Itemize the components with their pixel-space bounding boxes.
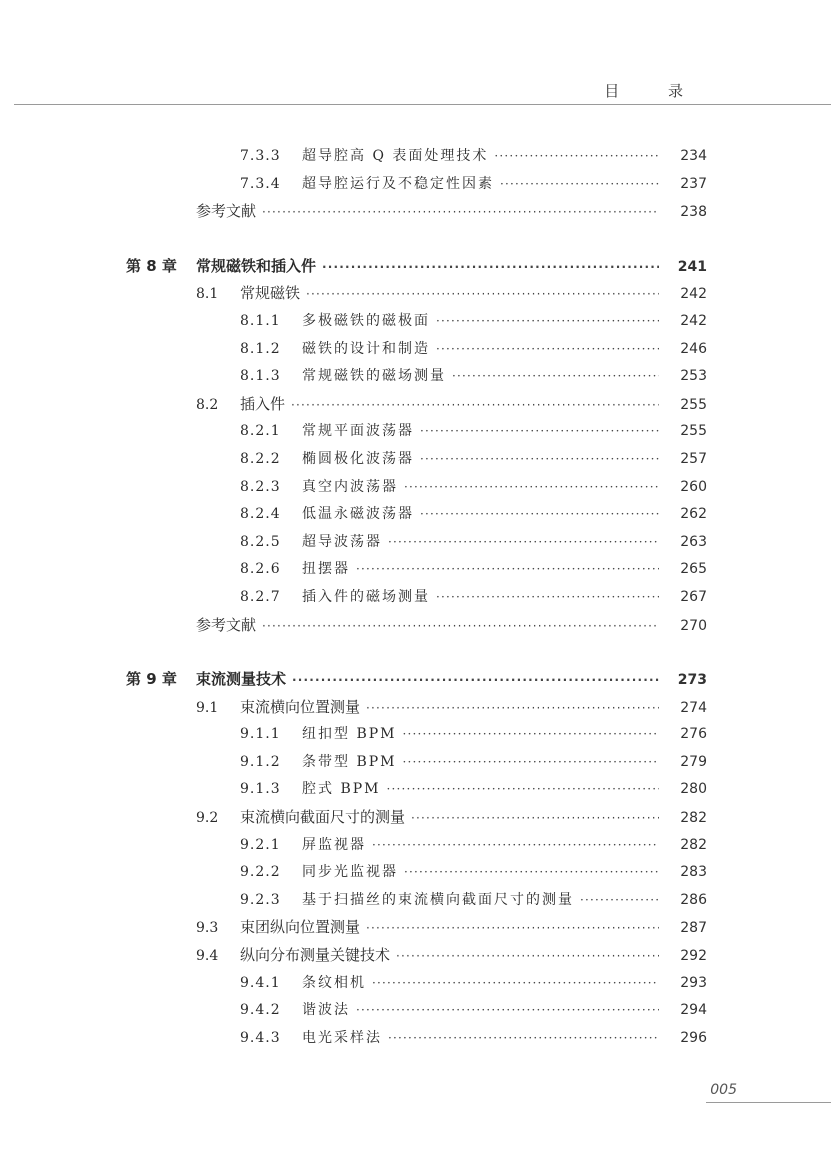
dot-leader	[372, 832, 659, 860]
dot-leader	[403, 721, 660, 749]
toc-entry[interactable]	[0, 804, 707, 832]
toc-entry[interactable]	[0, 529, 707, 557]
toc-entry-page: 255	[680, 423, 707, 440]
toc-entry[interactable]	[0, 308, 707, 336]
toc-entry-page: 283	[680, 864, 707, 881]
dot-leader	[388, 1025, 659, 1053]
toc-entry-label	[240, 336, 430, 364]
toc-entry-label	[240, 363, 446, 391]
toc-entry-label	[240, 556, 350, 584]
toc-entry-title: 纽扣型 BPM	[302, 726, 397, 743]
toc-entry-page: 282	[680, 836, 707, 853]
toc-entry[interactable]	[0, 694, 707, 722]
toc-entry-page: 286	[680, 891, 707, 908]
toc-entry-label	[196, 198, 256, 226]
toc-entry[interactable]	[0, 859, 707, 887]
toc-entry-number: 8.2	[196, 396, 219, 413]
toc-entry-title: 条带型 BPM	[302, 753, 397, 770]
toc-entry[interactable]	[0, 1025, 707, 1053]
toc-entry-number: 8.1.3	[240, 368, 281, 385]
toc-entry-title: 超导波荡器	[302, 533, 382, 550]
toc-entry-page: 279	[680, 753, 707, 770]
dot-leader	[366, 695, 659, 723]
toc-entry-number: 8.2.3	[240, 478, 281, 495]
toc-entry-title: 磁铁的设计和制造	[302, 340, 430, 357]
toc-entry-label	[240, 970, 366, 998]
dot-leader	[396, 943, 659, 971]
footer-rule	[706, 1102, 831, 1103]
toc-entry-title: 束流横向位置测量	[240, 697, 361, 716]
dot-leader	[420, 501, 659, 529]
toc-entry-page: 255	[680, 396, 707, 413]
dot-leader	[436, 584, 659, 612]
toc-entry-number: 9.1.3	[240, 781, 281, 798]
toc-entry[interactable]	[0, 363, 707, 391]
header-rule	[14, 104, 831, 105]
toc-entry[interactable]	[0, 914, 707, 942]
toc-entry-number: 8.2.6	[240, 561, 281, 578]
toc-entry-page: 267	[680, 588, 707, 605]
toc-entry-label	[240, 171, 494, 199]
toc-entry-label	[240, 446, 414, 474]
toc-entry-title: 纵向分布测量关键技术	[240, 946, 391, 965]
dot-leader	[366, 915, 659, 943]
toc-entry-title: 束团纵向位置测量	[240, 918, 361, 937]
toc-entry-label	[196, 694, 360, 723]
toc-entry-title: 插入件	[240, 394, 286, 413]
toc-entry-label	[240, 887, 574, 915]
toc-entry-label	[240, 859, 398, 887]
toc-entry[interactable]	[0, 253, 707, 281]
toc-entry-label	[126, 253, 316, 281]
toc-entry-number: 8.1.1	[240, 312, 281, 329]
toc-entry-label	[196, 612, 256, 640]
toc-entry[interactable]	[0, 887, 707, 915]
toc-entry-title: 多极磁铁的磁极面	[302, 312, 430, 329]
dot-leader	[411, 805, 659, 833]
toc-entry-label	[240, 997, 350, 1025]
toc-entry-title: 电光采样法	[302, 1029, 382, 1046]
toc-entry-label	[240, 584, 430, 612]
toc-entry[interactable]	[0, 280, 707, 308]
toc-entry-label	[196, 391, 285, 420]
toc-entry-page: 253	[680, 368, 707, 385]
dot-leader	[404, 859, 659, 887]
dot-leader	[500, 171, 659, 199]
toc-entry-title: 常规平面波荡器	[302, 423, 414, 440]
toc-entry-number: 8.2.4	[240, 506, 281, 523]
toc-entry-page: 242	[680, 286, 707, 303]
toc-entry[interactable]	[0, 446, 707, 474]
dot-leader	[262, 199, 659, 227]
toc-entry-title: 真空内波荡器	[302, 478, 398, 495]
toc-entry-number: 9.4	[196, 948, 219, 965]
toc-entry-number: 9.4.3	[240, 1029, 281, 1046]
toc-entry-number: 9.3	[196, 920, 219, 937]
toc-entry-label	[196, 804, 405, 833]
toc-entry-page: 262	[680, 506, 707, 523]
toc-entry-title: 谐波法	[302, 1002, 350, 1019]
dot-leader	[291, 392, 659, 420]
toc-entry-page: 237	[680, 175, 707, 192]
dot-leader	[322, 254, 659, 282]
toc-entry[interactable]	[0, 391, 707, 419]
toc-entry-title: 条纹相机	[302, 974, 366, 991]
toc-entry-page: 260	[680, 478, 707, 495]
toc-entry-number: 9.2.3	[240, 891, 281, 908]
toc-entry-page: 294	[680, 1002, 707, 1019]
toc-entry-page: 280	[680, 781, 707, 798]
toc-entry-label	[240, 832, 366, 860]
toc-entry[interactable]	[0, 584, 707, 612]
toc-entry-label	[240, 418, 414, 446]
dot-leader	[387, 776, 660, 804]
running-header-title: 目 录	[604, 82, 705, 100]
toc-entry-page: 263	[680, 533, 707, 550]
toc-entry-number: 9.2.2	[240, 864, 281, 881]
dot-leader	[420, 446, 659, 474]
dot-leader	[356, 997, 659, 1025]
dot-leader	[388, 529, 659, 557]
toc-entry-number: 9.1.2	[240, 753, 281, 770]
toc-entry-number: 8.1	[196, 286, 219, 303]
dot-leader	[262, 613, 659, 641]
toc-entry-page: 287	[680, 920, 707, 937]
toc-entry-title: 扭摆器	[302, 561, 350, 578]
toc-entry[interactable]	[0, 501, 707, 529]
toc-entry-label	[240, 776, 381, 804]
toc-entry-title: 参考文献	[196, 615, 257, 634]
toc-entry-number: 9.2	[196, 810, 219, 827]
toc-entry-number: 9.1.1	[240, 726, 281, 743]
toc-entry-number: 8.1.2	[240, 340, 281, 357]
toc-entry-label	[240, 501, 414, 529]
toc-entry[interactable]	[0, 336, 707, 364]
toc-entry[interactable]	[0, 418, 707, 446]
toc-list	[0, 143, 707, 1052]
toc-entry-label	[126, 666, 286, 694]
page-number: 005	[710, 1082, 737, 1098]
toc-entry-label	[240, 529, 382, 557]
toc-entry-number: 8.2.7	[240, 588, 281, 605]
toc-entry[interactable]	[0, 721, 707, 749]
dot-leader	[494, 143, 659, 171]
toc-entry-label	[240, 1025, 382, 1053]
toc-entry[interactable]	[0, 474, 707, 502]
toc-entry-number: 9.1	[196, 699, 219, 716]
toc-entry-number: 9.4.1	[240, 974, 281, 991]
toc-entry[interactable]	[0, 749, 707, 777]
toc-entry-title: 常规磁铁的磁场测量	[302, 368, 446, 385]
dot-leader	[452, 363, 659, 391]
toc-entry[interactable]	[0, 666, 707, 694]
toc-entry-title: 腔式 BPM	[302, 781, 381, 798]
toc-entry-number: 8.2.2	[240, 450, 281, 467]
toc-entry-title: 超导腔运行及不稳定性因素	[302, 175, 494, 192]
toc-entry[interactable]	[0, 556, 707, 584]
dot-leader	[580, 887, 659, 915]
toc-entry-label	[240, 749, 397, 777]
toc-entry-number: 9.4.2	[240, 1002, 281, 1019]
toc-entry-number: 9.2.1	[240, 836, 281, 853]
toc-entry[interactable]	[0, 970, 707, 998]
toc-entry-page: 242	[680, 312, 707, 329]
toc-entry-number: 第 9 章	[126, 670, 177, 689]
toc-entry-title: 椭圆极化波荡器	[302, 450, 414, 467]
toc-entry-label	[196, 942, 390, 971]
toc-entry-number: 8.2.5	[240, 533, 281, 550]
dot-leader	[292, 667, 659, 695]
toc-entry-label	[196, 914, 360, 943]
toc-entry-number: 第 8 章	[126, 256, 177, 275]
toc-entry-title: 插入件的磁场测量	[302, 588, 430, 605]
dot-leader	[404, 474, 659, 502]
toc-entry-title: 束流测量技术	[196, 670, 287, 689]
toc-entry-title: 同步光监视器	[302, 864, 398, 881]
toc-entry-number: 7.3.4	[240, 175, 281, 192]
toc-entry-page: 234	[680, 148, 707, 164]
toc-entry-page: 296	[680, 1029, 707, 1046]
toc-entry-page: 293	[680, 974, 707, 991]
dot-leader	[372, 970, 659, 998]
toc-entry-label	[240, 721, 397, 749]
toc-entry-label	[196, 280, 300, 309]
dot-leader	[356, 556, 659, 584]
dot-leader	[403, 749, 660, 777]
toc-entry-label	[240, 143, 488, 171]
toc-entry-label	[240, 308, 430, 336]
toc-entry-title: 基于扫描丝的束流横向截面尺寸的测量	[302, 891, 574, 908]
toc-entry[interactable]	[0, 198, 707, 226]
toc-entry[interactable]	[0, 832, 707, 860]
toc-entry[interactable]	[0, 171, 707, 199]
toc-entry-title: 低温永磁波荡器	[302, 506, 414, 523]
toc-entry-title: 屏监视器	[302, 836, 366, 853]
toc-entry-label	[240, 474, 398, 502]
toc-entry[interactable]	[0, 997, 707, 1025]
toc-entry-page: 276	[680, 726, 707, 743]
toc-entry-page: 270	[680, 617, 707, 634]
toc-entry-title: 超导腔高 Q 表面处理技术	[302, 148, 489, 164]
dot-leader	[436, 308, 659, 336]
toc-entry-page: 292	[680, 948, 707, 965]
toc-entry[interactable]	[0, 942, 707, 970]
toc-entry-page: 246	[680, 340, 707, 357]
toc-entry-number: 8.2.1	[240, 423, 281, 440]
toc-entry-page: 257	[680, 450, 707, 467]
toc-entry-title: 常规磁铁	[240, 284, 301, 303]
toc-entry[interactable]	[0, 143, 707, 171]
toc-entry-title: 参考文献	[196, 202, 257, 221]
toc-entry-title: 束流横向截面尺寸的测量	[240, 808, 406, 827]
toc-entry-page: 274	[680, 699, 707, 716]
dot-leader	[436, 336, 659, 364]
toc-entry[interactable]	[0, 776, 707, 804]
toc-entry-page: 241	[677, 258, 707, 275]
toc-entry-title: 常规磁铁和插入件	[196, 256, 317, 275]
toc-entry-page: 273	[677, 672, 707, 689]
dot-leader	[420, 418, 659, 446]
toc-entry-page: 265	[680, 561, 707, 578]
toc-entry-page: 282	[680, 810, 707, 827]
toc-entry-number: 7.3.3	[240, 148, 281, 164]
dot-leader	[306, 281, 659, 309]
toc-entry-page: 238	[680, 204, 707, 221]
toc-entry[interactable]	[0, 612, 707, 640]
